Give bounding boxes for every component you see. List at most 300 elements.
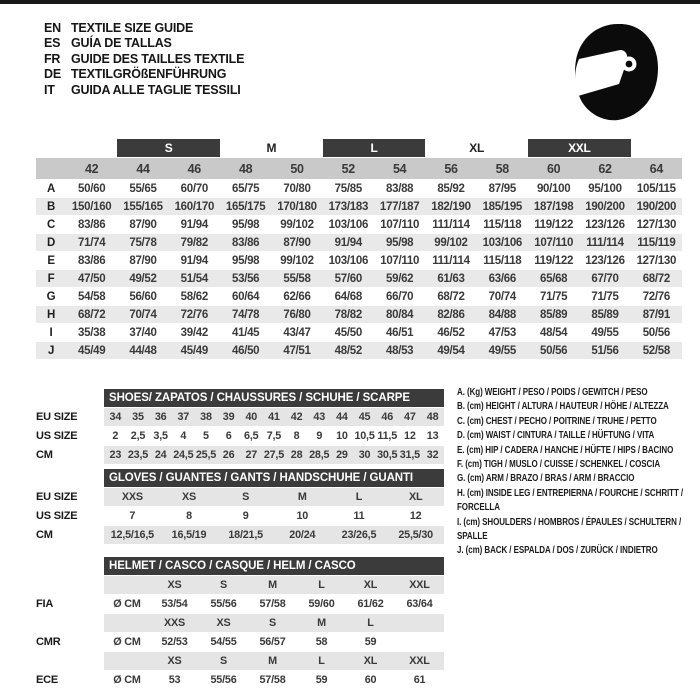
- helmet-size-cell: XS: [199, 614, 248, 632]
- measurement-cell: 64/68: [334, 290, 362, 303]
- measurement-cell: 87/90: [129, 218, 157, 231]
- helmet-value-row: [36, 671, 444, 689]
- row-letter: I: [49, 326, 53, 339]
- measurement-cell: 46/52: [437, 326, 465, 339]
- helmet-value-cell: [395, 633, 444, 651]
- value-cell: 28,5: [308, 446, 331, 464]
- helmet-size-cell: XXL: [395, 652, 444, 670]
- measurement-cell: 68/72: [631, 270, 682, 287]
- value-cell: 18/21,5: [217, 526, 274, 544]
- value-cell: 9: [316, 430, 323, 442]
- helmet-size-cell: S: [199, 576, 248, 594]
- legend-item: F. (cm) TIGH / MUSLO / CUISSE / SCHENKEL / COSCIA: [457, 459, 661, 471]
- measurement-row: [36, 270, 682, 287]
- measurement-cell: 49/54: [425, 342, 476, 359]
- value-cell: 27,5: [263, 446, 286, 464]
- value-cell: 10: [296, 510, 309, 522]
- value-cell: 38: [195, 408, 218, 426]
- row-letter: J: [36, 342, 66, 359]
- measurement-cell: 59/62: [374, 270, 425, 287]
- measurement-cell: 63/66: [477, 270, 528, 287]
- main-size-table: [36, 138, 682, 360]
- measurement-row: [36, 342, 682, 359]
- value-cell: 10: [336, 430, 348, 442]
- racing-helmet-icon: [572, 22, 662, 122]
- measurement-cell: 119/122: [534, 218, 574, 231]
- legend-item: C. (cm) CHEST / PECHO / POITRINE / TRUHE / PETTO: [457, 415, 657, 427]
- value-cell: 16,5/19: [161, 526, 218, 544]
- language-item: [44, 67, 244, 82]
- row-letter: G: [46, 290, 56, 303]
- value-cell: 10,5: [354, 430, 375, 442]
- measurement-cell: 50/56: [642, 326, 670, 339]
- section-header-row: [36, 557, 444, 575]
- measurement-cell: 177/187: [374, 198, 425, 215]
- measurement-cell: 67/70: [579, 270, 630, 287]
- legend-item: I. (cm) SHOULDERS / HOMBROS / ÉPAULES / SCHULTERN / SPALLE: [457, 516, 682, 543]
- size-header-cell: 46: [169, 158, 220, 179]
- shoes-row: [36, 427, 444, 445]
- measurement-cell: 47/51: [271, 342, 322, 359]
- value-cell: M: [274, 488, 331, 506]
- language-code: DE: [44, 67, 61, 82]
- standard-label: ECE: [36, 674, 59, 686]
- helmet-size-label-row: [36, 576, 444, 594]
- measurement-cell: 55/58: [271, 270, 322, 287]
- helmet-size-cell: M: [248, 652, 297, 670]
- measurement-cell: 39/42: [180, 326, 208, 339]
- row-label: [36, 576, 104, 594]
- value-cell: 2,5: [130, 430, 146, 442]
- measurement-cell: 83/86: [78, 254, 106, 267]
- row-label: [36, 652, 104, 670]
- helmet-size-cell: M: [248, 576, 297, 594]
- measurement-cell: 54/58: [78, 290, 106, 303]
- legend-item: B. (cm) HEIGHT / ALTURA / HAUTEUR / HÖHE / ALTEZZA: [457, 401, 669, 413]
- measurement-cell: 91/94: [180, 218, 208, 231]
- header-spacer: [36, 557, 104, 575]
- language-label: TEXTILGRÖßENFÜHRUNG: [71, 67, 227, 82]
- helmet-value-cell: 59: [364, 636, 377, 648]
- helmet-value-cell: 55/56: [210, 674, 237, 686]
- helmet-size-cell: XXS: [150, 614, 199, 632]
- group-label-m: M: [266, 141, 277, 155]
- helmet-value-cell: 53: [168, 674, 181, 686]
- measurement-cell: 43/47: [283, 326, 311, 339]
- measurement-cell: 105/115: [636, 182, 676, 195]
- shoes-title: SHOES/ ZAPATOS / CHAUSSURES / SCHUHE / SCARPE: [104, 389, 444, 407]
- group-spacer: [631, 139, 682, 157]
- value-cell: XXS: [104, 488, 161, 506]
- measurement-cell: 187/198: [528, 198, 579, 215]
- measurement-cell: 45/50: [334, 326, 362, 339]
- measurement-cell: 91/94: [180, 254, 208, 267]
- measurement-cell: 85/89: [579, 306, 630, 323]
- helmet-size-cell: XS: [150, 652, 199, 670]
- value-cell: 48: [421, 408, 444, 426]
- size-header-cell: 62: [579, 158, 630, 179]
- helmet-size-cell: M: [297, 614, 346, 632]
- value-cell: 41: [263, 408, 286, 426]
- size-header-cell: 56: [425, 158, 476, 179]
- measurement-cell: 51/54: [169, 270, 220, 287]
- size-number-row: [36, 158, 682, 179]
- measurement-cell: 165/175: [220, 198, 271, 215]
- top-border-strip: [0, 0, 700, 4]
- measurement-cell: 107/110: [380, 218, 420, 231]
- helmet-size-cell: XS: [150, 576, 199, 594]
- measurement-cell: 45/49: [169, 342, 220, 359]
- helmet-size-cell: XXL: [395, 576, 444, 594]
- unit-spacer: [104, 652, 150, 670]
- group-m: [220, 139, 323, 157]
- measurement-row: [36, 288, 682, 305]
- helmet-table: [36, 556, 444, 690]
- unit-spacer: [104, 576, 150, 594]
- value-cell: 39: [217, 408, 240, 426]
- measurement-cell: 71/75: [591, 290, 619, 303]
- measurement-cell: 127/130: [636, 254, 677, 267]
- measurement-cell: 56/60: [129, 290, 157, 303]
- helmet-value-cell: 59: [315, 674, 328, 686]
- helmet-value-cell: 52/53: [161, 636, 188, 648]
- helmet-value-cell: 57/58: [259, 598, 286, 610]
- measurement-cell: 83/88: [386, 182, 414, 195]
- helmet-value-row: [36, 595, 444, 613]
- measurement-cell: 103/106: [328, 254, 369, 267]
- language-code: EN: [44, 21, 61, 35]
- row-label: [36, 614, 104, 632]
- value-cell: 42: [285, 408, 308, 426]
- measurement-cell: 84/88: [477, 306, 528, 323]
- group-l: [323, 139, 426, 157]
- measurement-cell: 47/50: [66, 270, 117, 287]
- measurement-cell: 61/63: [425, 270, 476, 287]
- shoes-table: [36, 388, 444, 465]
- value-cell: 20/24: [274, 526, 331, 544]
- measurement-cell: 119/122: [534, 254, 574, 267]
- size-header-cell: 58: [477, 158, 528, 179]
- row-letter: D: [36, 234, 66, 251]
- measurement-cell: 79/82: [169, 234, 220, 251]
- helmet-value-cell: 59/60: [308, 598, 335, 610]
- measurement-cell: 58/62: [180, 290, 208, 303]
- helmet-value-cell: 56/57: [259, 636, 286, 648]
- measurement-cell: 99/102: [280, 254, 314, 267]
- row-label: EU SIZE: [36, 491, 78, 503]
- measurement-cell: 71/75: [540, 290, 568, 303]
- measurement-cell: 74/78: [220, 306, 271, 323]
- language-label: GUIDE DES TAILLES TEXTILE: [71, 51, 245, 66]
- section-header-row: [36, 389, 444, 407]
- measurement-cell: 80/84: [374, 306, 425, 323]
- measurement-cell: 50/60: [78, 182, 106, 195]
- value-cell: 6: [225, 430, 232, 442]
- shoes-row: [36, 408, 444, 426]
- helmet-title: HELMET / CASCO / CASQUE / HELM / CASCO: [104, 557, 444, 575]
- value-cell: 12,5/16,5: [104, 526, 161, 544]
- value-cell: 44: [331, 408, 354, 426]
- measurement-cell: 155/165: [117, 198, 168, 215]
- measurement-cell: 50/56: [528, 342, 579, 359]
- language-code: IT: [44, 82, 55, 97]
- language-item: [44, 52, 244, 67]
- value-cell: 5: [203, 430, 209, 442]
- shoes-row: [36, 446, 444, 464]
- measurement-cell: 72/76: [642, 290, 670, 303]
- value-cell: 25,5/30: [387, 526, 444, 544]
- measurement-cell: 57/60: [323, 270, 374, 287]
- measurement-cell: 75/78: [117, 234, 168, 251]
- measurement-cell: 173/183: [323, 198, 374, 215]
- value-cell: 25,5: [195, 446, 218, 464]
- value-cell: 23,5: [127, 446, 150, 464]
- measurement-cell: 123/126: [585, 254, 625, 267]
- measurement-cell: 103/106: [477, 234, 528, 251]
- measurement-cell: 70/80: [283, 182, 311, 195]
- helmet-size-cell: L: [346, 614, 395, 632]
- value-cell: 2: [112, 430, 119, 442]
- helmet-size-cell: L: [297, 576, 346, 594]
- unit-label: Ø CM: [113, 598, 141, 610]
- helmet-size-cell: [395, 614, 444, 632]
- measurement-cell: 95/100: [588, 182, 622, 195]
- helmet-size-cell: S: [199, 652, 248, 670]
- row-letter: B: [36, 198, 66, 215]
- measurement-cell: 95/98: [232, 218, 260, 231]
- measurement-cell: 160/170: [169, 198, 220, 215]
- measurement-cell: 75/85: [334, 182, 362, 195]
- measurement-cell: 68/72: [66, 306, 117, 323]
- helmet-size-cell: XL: [346, 652, 395, 670]
- row-label: EU SIZE: [36, 411, 78, 423]
- legend-item: J. (cm) BACK / ESPALDA / DOS / ZURÜCK / INDIETRO: [457, 545, 658, 557]
- measurement-cell: 87/95: [488, 182, 516, 195]
- measurement-cell: 95/98: [374, 234, 425, 251]
- measurement-cell: 49/55: [591, 326, 619, 339]
- group-spacer: [36, 139, 117, 157]
- language-code: ES: [44, 36, 61, 51]
- measurement-cell: 52/58: [631, 342, 682, 359]
- measurement-cell: 182/190: [425, 198, 476, 215]
- value-cell: 30,5: [376, 446, 399, 464]
- helmet-size-label-row: [36, 614, 444, 632]
- legend-item: E. (cm) HIP / CADERA / HANCHE / HÜFTE / HIPS / BACINO: [457, 444, 674, 456]
- size-col-spacer: [36, 158, 66, 179]
- value-cell: XL: [387, 488, 444, 506]
- legend-item: A. (Kg) WEIGHT / PESO / POIDS / GEWITCH / PESO: [457, 387, 648, 398]
- row-letter: C: [46, 218, 55, 231]
- value-cell: 26: [217, 446, 240, 464]
- group-xl: [425, 139, 528, 157]
- value-cell: 4: [180, 430, 187, 442]
- row-letter: E: [47, 254, 55, 267]
- measurement-cell: 99/102: [280, 218, 314, 231]
- size-header-cell: 48: [220, 158, 271, 179]
- helmet-value-cell: 60: [364, 674, 377, 686]
- value-cell: 36: [149, 408, 172, 426]
- measurement-cell: 83/86: [220, 234, 271, 251]
- measurement-cell: 111/114: [432, 254, 470, 267]
- size-header-cell: 42: [66, 158, 117, 179]
- helmet-value-cell: 57/58: [259, 674, 286, 686]
- helmet-value-cell: 55/56: [210, 598, 237, 610]
- measurement-cell: 82/86: [425, 306, 476, 323]
- measurement-cell: 60/70: [180, 182, 208, 195]
- row-label: US SIZE: [36, 430, 78, 442]
- helmet-value-row: [36, 633, 444, 651]
- value-cell: 8: [186, 510, 192, 522]
- gloves-row: [36, 507, 444, 525]
- value-cell: 23: [104, 446, 127, 464]
- measurement-cell: 185/195: [477, 198, 528, 215]
- size-group-header-row: [36, 139, 682, 157]
- measurement-cell: 45/49: [66, 342, 117, 359]
- measurement-cell: 115/118: [483, 218, 522, 231]
- row-letter: A: [46, 182, 55, 195]
- helmet-value-cell: 53/54: [161, 598, 188, 610]
- measurement-cell: 71/74: [66, 234, 117, 251]
- value-cell: 6,5: [244, 430, 259, 442]
- measurement-cell: 70/74: [488, 290, 516, 303]
- measurement-cell: 87/90: [271, 234, 322, 251]
- helmet-size-label-row: [36, 652, 444, 670]
- language-code: FR: [44, 51, 61, 66]
- legend-item: G. (cm) ARM / BRAZO / BRAS / ARM / BRACCIO: [457, 473, 635, 485]
- value-cell: 46: [376, 408, 399, 426]
- measurement-cell: 68/72: [437, 290, 465, 303]
- measurement-cell: 46/51: [386, 326, 414, 339]
- gloves-row: [36, 526, 444, 544]
- measurement-cell: 37/40: [129, 326, 157, 339]
- unit-label: Ø CM: [113, 674, 141, 686]
- helmet-value-cell: 61/62: [357, 598, 384, 610]
- measurement-cell: 111/114: [432, 218, 470, 231]
- language-label: TEXTILE SIZE GUIDE: [71, 21, 194, 35]
- size-header-cell: 52: [323, 158, 374, 179]
- value-cell: 32: [421, 446, 444, 464]
- value-cell: 13: [426, 430, 439, 442]
- gloves-table: [36, 468, 444, 545]
- helmet-value-cell: 54/55: [210, 636, 237, 648]
- value-cell: 28: [285, 446, 308, 464]
- value-cell: 23/26,5: [331, 526, 388, 544]
- value-cell: 8: [293, 430, 300, 442]
- measurement-cell: 66/70: [386, 290, 414, 303]
- measurement-cell: 90/100: [536, 182, 571, 195]
- header-spacer: [36, 469, 104, 487]
- measurement-cell: 76/80: [271, 306, 322, 323]
- measurement-row: [36, 180, 682, 197]
- value-cell: 45: [353, 408, 376, 426]
- measurement-cell: 85/92: [437, 182, 465, 195]
- value-cell: 30: [353, 446, 376, 464]
- measurement-cell: 55/65: [129, 182, 157, 195]
- measurement-row: [36, 324, 682, 341]
- measurement-cell: 62/66: [283, 290, 311, 303]
- value-cell: 11,5: [377, 430, 398, 442]
- measurement-cell: 83/86: [78, 218, 106, 231]
- measurement-cell: 150/160: [66, 198, 117, 215]
- value-cell: 27: [240, 446, 263, 464]
- measurement-cell: 115/119: [631, 234, 682, 251]
- value-cell: 12: [409, 510, 422, 522]
- measurement-row: [36, 234, 682, 251]
- value-cell: 37: [172, 408, 195, 426]
- value-cell: 12: [404, 430, 416, 442]
- unit-label: Ø CM: [113, 636, 141, 648]
- group-xxl: [528, 139, 631, 157]
- language-item: [44, 83, 244, 98]
- language-label: GUÍA DE TALLAS: [71, 36, 172, 51]
- helmet-size-cell: S: [248, 614, 297, 632]
- measurement-cell: 107/110: [380, 254, 420, 267]
- language-label: GUIDA ALLE TAGLIE TESSILI: [71, 82, 241, 97]
- row-label: CM: [36, 449, 53, 461]
- measurement-cell: 49/52: [117, 270, 168, 287]
- value-cell: 29: [331, 446, 354, 464]
- standard-label: FIA: [36, 598, 54, 610]
- measurement-row: [36, 216, 682, 233]
- measurement-cell: 123/126: [585, 218, 625, 231]
- legend-item: H. (cm) INSIDE LEG / ENTREPIERNA / FOURCHE / SCHRITT / FORCELLA: [457, 487, 684, 514]
- row-label: CM: [36, 529, 53, 541]
- measurement-cell: 53/56: [220, 270, 271, 287]
- measurement-row: [36, 198, 682, 215]
- measurement-cell: 87/90: [129, 254, 157, 267]
- language-item: [44, 36, 244, 51]
- measurement-cell: 78/82: [323, 306, 374, 323]
- measurement-cell: 99/102: [425, 234, 476, 251]
- size-header-cell: 50: [271, 158, 322, 179]
- measurement-cell: 48/54: [540, 326, 568, 339]
- size-header-cell: 54: [374, 158, 425, 179]
- gloves-row: [36, 488, 444, 506]
- language-list: [44, 21, 244, 98]
- value-cell: 47: [399, 408, 422, 426]
- language-item: [44, 21, 244, 36]
- measurement-cell: 103/106: [328, 218, 369, 231]
- row-label: US SIZE: [36, 510, 78, 522]
- measurement-cell: 70/74: [117, 306, 168, 323]
- measurement-cell: 111/114: [579, 234, 630, 251]
- value-cell: 40: [240, 408, 263, 426]
- measurement-cell: 72/76: [169, 306, 220, 323]
- value-cell: 31,5: [399, 446, 422, 464]
- row-letter: H: [36, 306, 66, 323]
- size-header-cell: 64: [631, 158, 682, 179]
- measurement-cell: 48/52: [323, 342, 374, 359]
- size-header-cell: 60: [528, 158, 579, 179]
- value-cell: XS: [161, 488, 218, 506]
- measurement-cell: 60/64: [232, 290, 260, 303]
- value-cell: S: [217, 488, 274, 506]
- unit-spacer: [104, 614, 150, 632]
- helmet-value-cell: 63/64: [406, 598, 433, 610]
- header-spacer: [36, 389, 104, 407]
- measurement-cell: 91/94: [323, 234, 374, 251]
- measurement-cell: 85/89: [528, 306, 579, 323]
- value-cell: 35: [127, 408, 150, 426]
- measurement-cell: 190/200: [579, 198, 630, 215]
- legend-item: D. (cm) WAIST / CINTURA / TAILLE / HÜFTUNG / VITA: [457, 430, 655, 442]
- group-s: [117, 139, 220, 157]
- gloves-title: GLOVES / GUANTES / GANTS / HANDSCHUHE / GUANTI: [104, 469, 444, 487]
- measurement-cell: 51/56: [579, 342, 630, 359]
- value-cell: 43: [308, 408, 331, 426]
- measurement-row: [36, 252, 682, 269]
- measurement-cell: 46/50: [220, 342, 271, 359]
